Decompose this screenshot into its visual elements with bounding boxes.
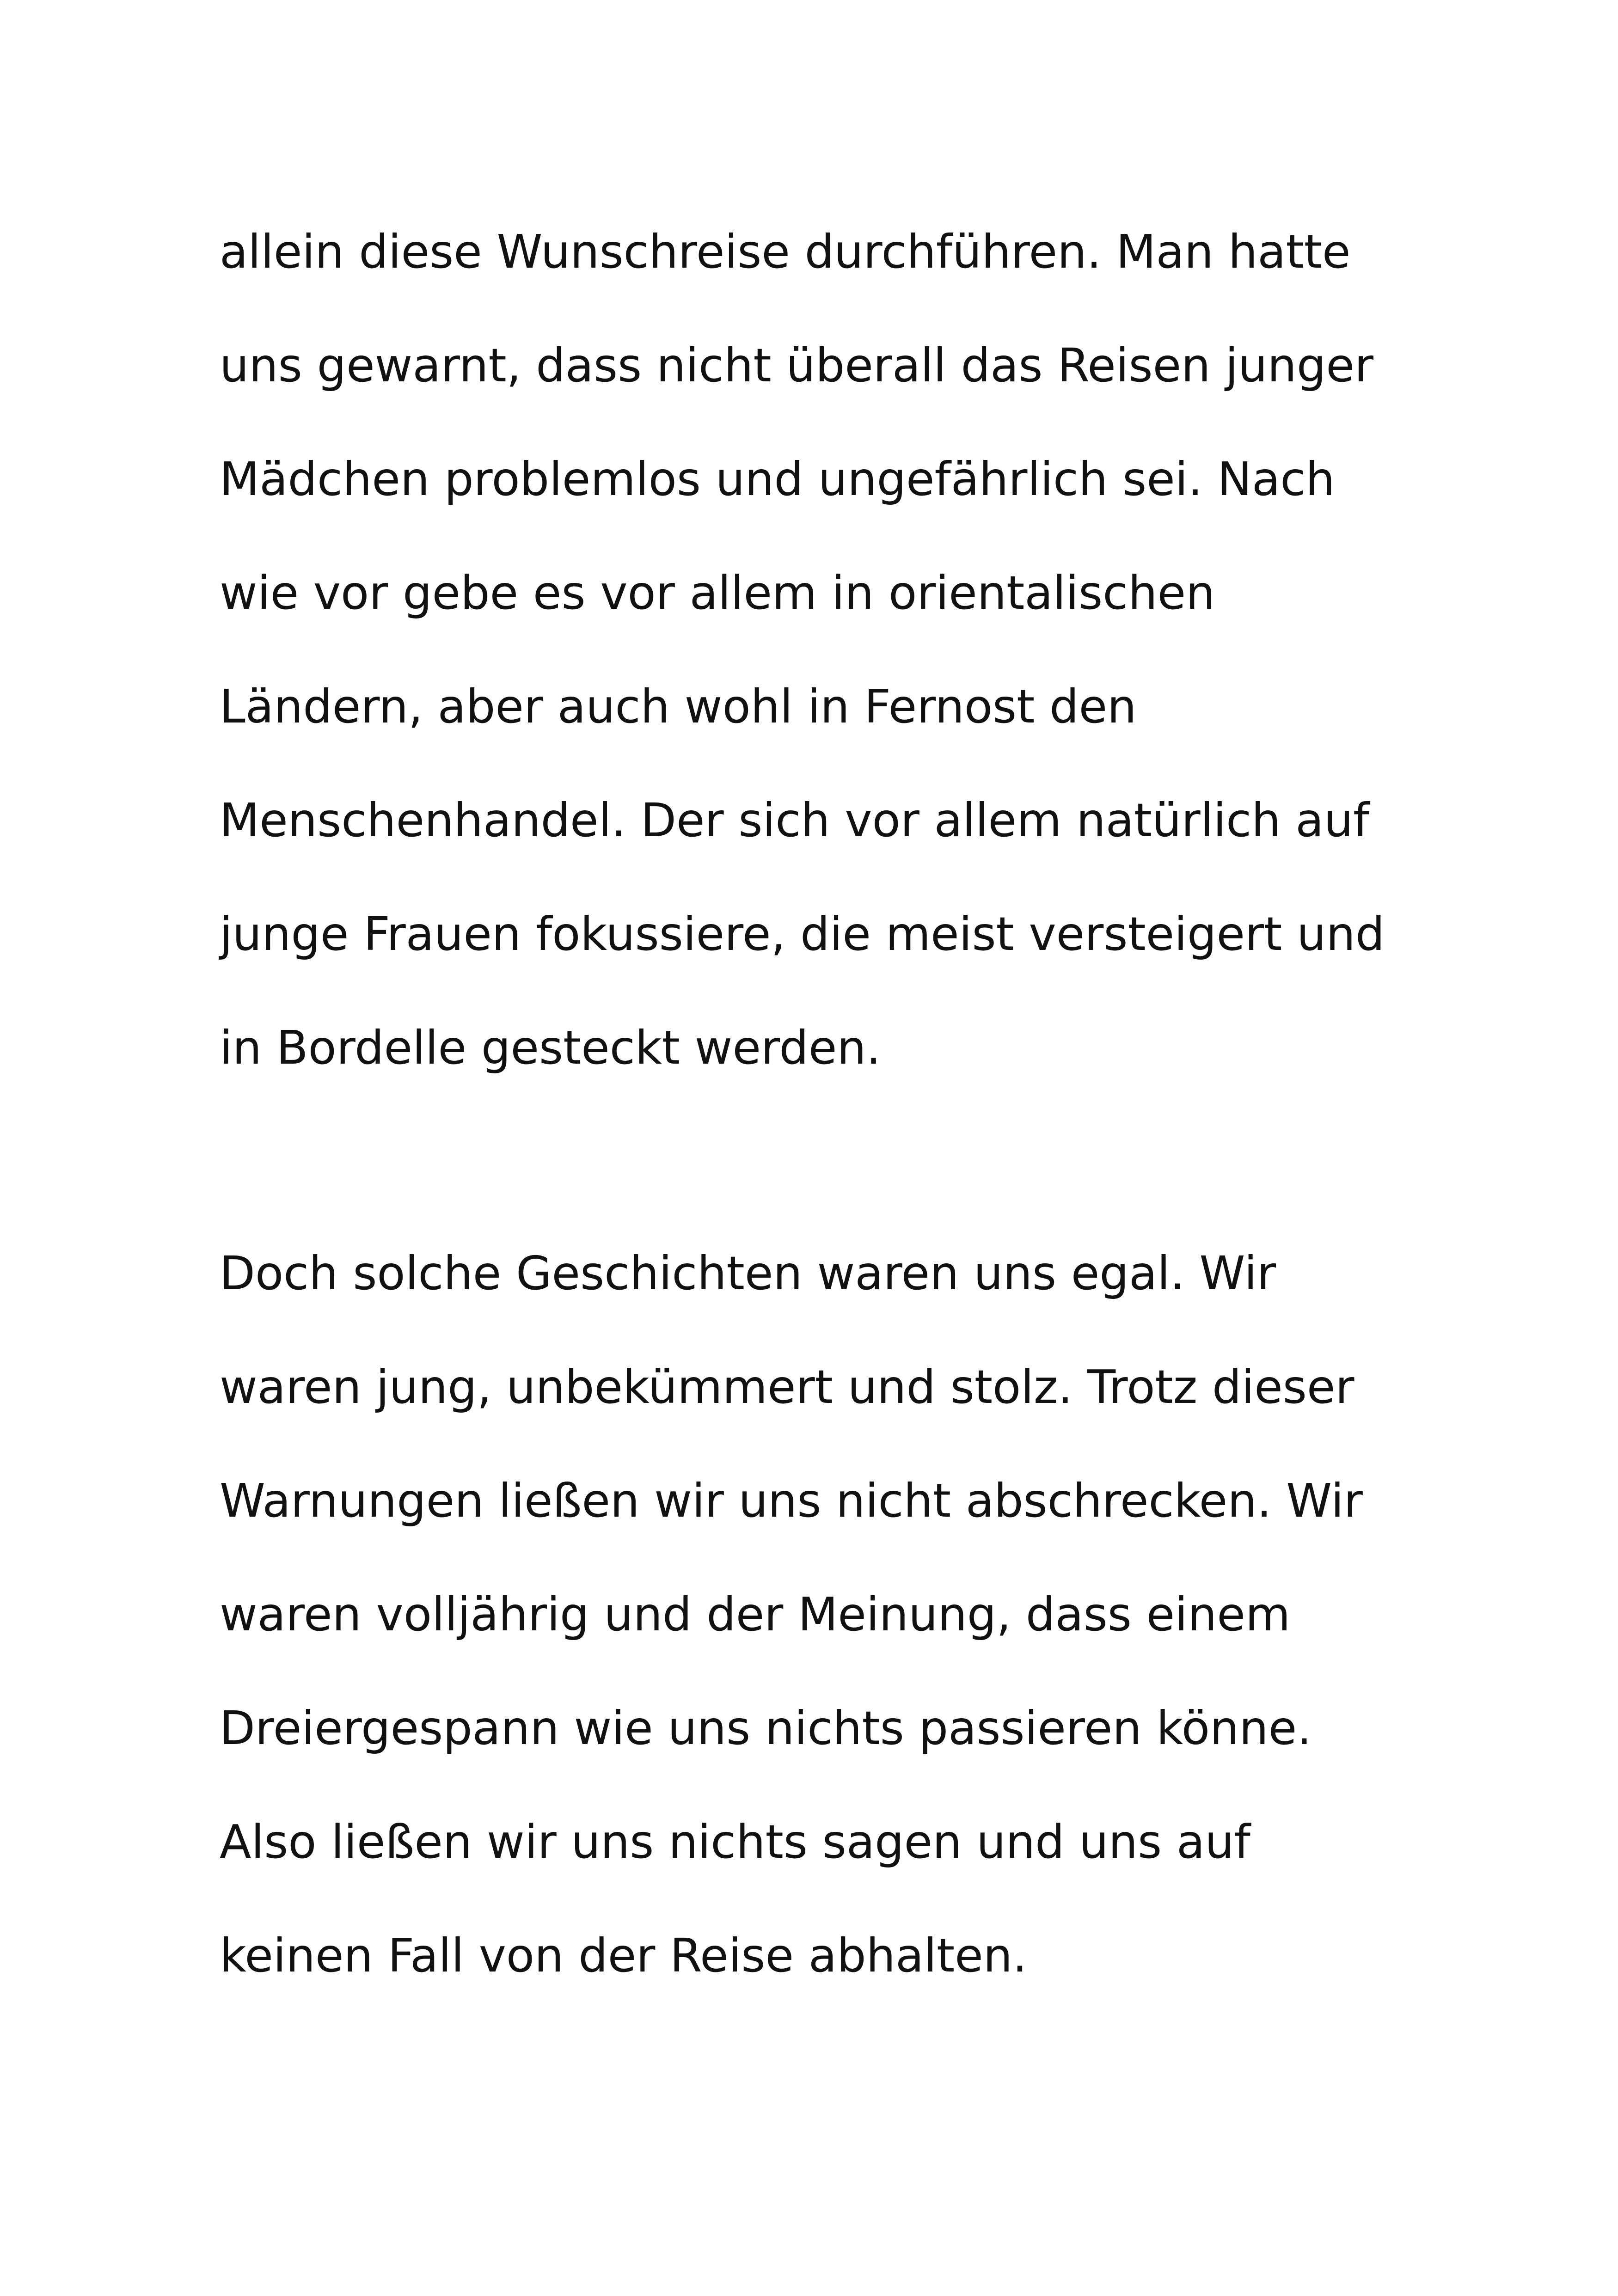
text-line: allein diese Wunschreise durchführen. Man hatte — [220, 225, 1351, 279]
text-line: Warnungen ließen wir uns nicht abschrecken. Wir — [220, 1474, 1363, 1528]
text-line: Menschenhandel. Der sich vor allem natürlich auf — [220, 793, 1370, 847]
text-line: waren volljährig und der Meinung, dass einem — [220, 1587, 1291, 1641]
text-line: Dreiergespann wie uns nichts passieren könne. — [220, 1701, 1312, 1755]
text-line: uns gewarnt, dass nicht überall das Reisen junger — [220, 338, 1373, 392]
paragraph-1 — [220, 217, 1468, 1127]
text-line: wie vor gebe es vor allem in orientalischen — [220, 566, 1215, 620]
text-line: Also ließen wir uns nichts sagen und uns auf — [220, 1815, 1250, 1869]
paragraph-2 — [220, 1239, 1468, 2035]
text-line: Doch solche Geschichten waren uns egal. Wir — [220, 1246, 1276, 1300]
text-line: Ländern, aber auch wohl in Fernost den — [220, 680, 1137, 734]
text-line: keinen Fall von der Reise abhalten. — [220, 1929, 1027, 1983]
text-line: waren jung, unbekümmert und stolz. Trotz dieser — [220, 1360, 1354, 1414]
text-line: Mädchen problemlos und ungefährlich sei. Nach — [220, 452, 1335, 506]
text-line: junge Frauen fokussiere, die meist versteigert und — [220, 907, 1385, 961]
text-line: in Bordelle gesteckt werden. — [220, 1021, 881, 1075]
